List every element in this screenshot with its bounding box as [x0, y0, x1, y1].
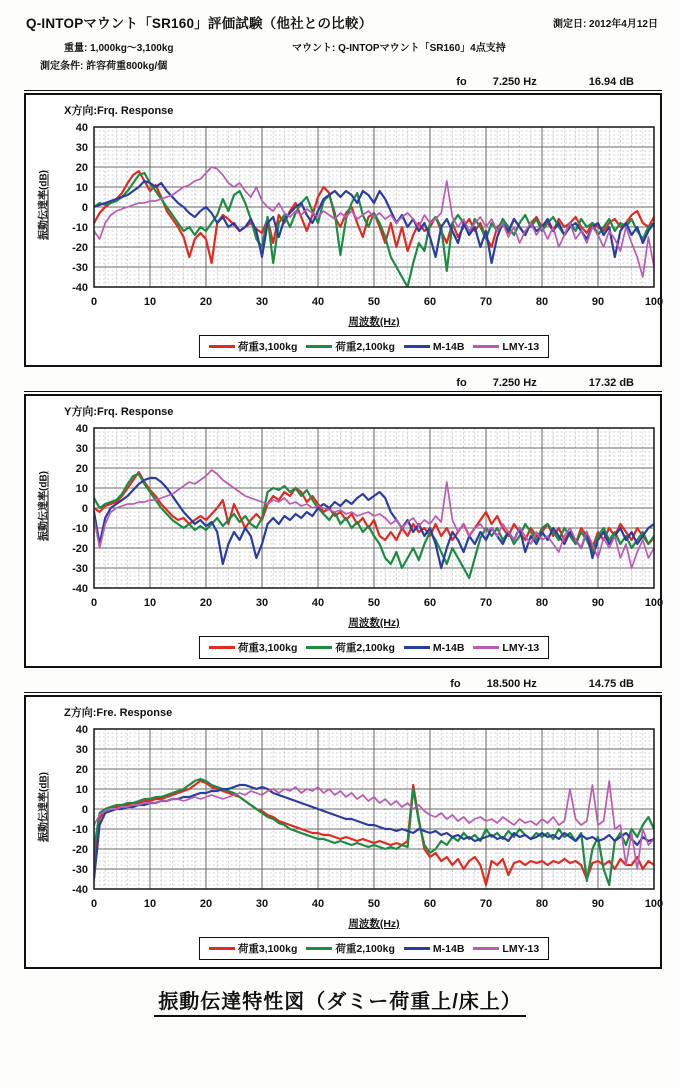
legend-item: LMY-13 — [473, 642, 539, 654]
svg-text:40: 40 — [75, 122, 88, 134]
report-header — [26, 12, 658, 72]
svg-text:40: 40 — [311, 597, 325, 609]
document-footer — [0, 985, 680, 1014]
svg-text:30: 30 — [255, 597, 269, 609]
svg-text:20: 20 — [75, 162, 88, 174]
legend — [199, 937, 549, 960]
legend-item: 荷重2,100kg — [306, 339, 395, 354]
svg-text:30: 30 — [75, 443, 88, 455]
legend — [199, 335, 549, 358]
svg-text:30: 30 — [75, 142, 88, 154]
svg-text:20: 20 — [199, 296, 213, 308]
svg-text:90: 90 — [591, 597, 605, 609]
svg-text:60: 60 — [423, 898, 437, 910]
x-axis-title: 周波数(Hz) — [348, 918, 400, 930]
chart-panel — [24, 93, 662, 367]
chart-group-z — [24, 678, 662, 969]
measurement-condition: 測定条件: 許容荷重800kg/個 — [40, 61, 168, 72]
svg-text:20: 20 — [199, 898, 213, 910]
series-swatch — [473, 947, 499, 950]
x-axis-title: 周波数(Hz) — [348, 617, 400, 629]
legend — [199, 636, 549, 659]
legend-item: M-14B — [404, 341, 465, 353]
series-swatch — [209, 646, 235, 649]
svg-text:10: 10 — [75, 483, 88, 495]
legend-item: LMY-13 — [473, 943, 539, 955]
fo-level-value: 17.32 dB — [588, 377, 634, 389]
svg-text:90: 90 — [591, 898, 605, 910]
fo-label: fo — [456, 377, 467, 389]
legend-item: M-14B — [404, 943, 465, 955]
chart-panel — [24, 394, 662, 668]
fo-frequency-value: 18.500 Hz — [486, 678, 537, 690]
chart-title: X方向:Frq. Response — [64, 105, 174, 117]
y-axis-title: 振動伝達率(dB) — [38, 772, 50, 842]
fo-header-row — [24, 377, 662, 392]
svg-text:-40: -40 — [72, 282, 88, 294]
svg-text:-30: -30 — [72, 864, 88, 876]
svg-text:-10: -10 — [72, 222, 88, 234]
footer-title: 振動伝達特性図（ダミー荷重上/床上） — [154, 991, 526, 1017]
svg-text:-20: -20 — [72, 844, 88, 856]
legend-item: M-14B — [404, 642, 465, 654]
svg-text:60: 60 — [423, 296, 437, 308]
series-swatch — [404, 947, 430, 950]
svg-text:40: 40 — [311, 898, 325, 910]
series-swatch — [209, 947, 235, 950]
svg-text:50: 50 — [367, 597, 381, 609]
svg-text:10: 10 — [75, 182, 88, 194]
page-title: Q-INTOPマウント「SR160」評価試験（他社との比較） — [26, 16, 373, 31]
legend-item: 荷重3,100kg — [209, 941, 298, 956]
svg-text:0: 0 — [90, 597, 98, 609]
x-axis-title: 周波数(Hz) — [348, 316, 400, 328]
chart-title: Y方向:Frq. Response — [64, 406, 174, 418]
series-swatch — [473, 345, 499, 348]
series-swatch — [306, 646, 332, 649]
series-swatch — [306, 947, 332, 950]
svg-text:90: 90 — [591, 296, 605, 308]
svg-text:20: 20 — [199, 597, 213, 609]
y-axis-title: 振動伝達率(dB) — [38, 170, 50, 240]
svg-text:-30: -30 — [72, 262, 88, 274]
frequency-response-plot-x — [54, 119, 664, 311]
legend-item: 荷重3,100kg — [209, 339, 298, 354]
measurement-date: 測定日: 2012年4月12日 — [552, 19, 658, 30]
fo-label: fo — [456, 76, 467, 88]
svg-text:40: 40 — [75, 423, 88, 435]
svg-text:0: 0 — [81, 202, 88, 214]
svg-text:-30: -30 — [72, 563, 88, 575]
svg-text:100: 100 — [644, 296, 664, 308]
mount-spec: マウント: Q-INTOPマウント「SR160」4点支持 — [292, 43, 506, 54]
svg-text:10: 10 — [143, 296, 157, 308]
chart-title: Z方向:Fre. Response — [64, 707, 173, 719]
legend-item: LMY-13 — [473, 341, 539, 353]
svg-text:50: 50 — [367, 898, 381, 910]
fo-frequency-value: 7.250 Hz — [492, 76, 537, 88]
fo-header-row — [24, 678, 662, 693]
legend-item: 荷重2,100kg — [306, 941, 395, 956]
legend-item: 荷重2,100kg — [306, 640, 395, 655]
legend-item: 荷重3,100kg — [209, 640, 298, 655]
svg-text:30: 30 — [255, 296, 269, 308]
svg-text:30: 30 — [255, 898, 269, 910]
frequency-response-plot-y — [54, 420, 664, 612]
chart-panel — [24, 695, 662, 969]
fo-level-value: 16.94 dB — [588, 76, 634, 88]
fo-header-row — [24, 76, 662, 91]
svg-text:100: 100 — [644, 597, 664, 609]
svg-text:100: 100 — [644, 898, 664, 910]
svg-text:70: 70 — [479, 296, 493, 308]
series-swatch — [404, 646, 430, 649]
svg-text:10: 10 — [75, 784, 88, 796]
series-swatch — [209, 345, 235, 348]
svg-text:-40: -40 — [72, 583, 88, 595]
svg-text:40: 40 — [75, 724, 88, 736]
svg-text:20: 20 — [75, 764, 88, 776]
y-axis-title: 振動伝達率(dB) — [38, 471, 50, 541]
fo-level-value: 14.75 dB — [588, 678, 634, 690]
svg-text:-10: -10 — [72, 824, 88, 836]
frequency-response-plot-z — [54, 721, 664, 913]
series-swatch — [306, 345, 332, 348]
svg-text:70: 70 — [479, 597, 493, 609]
svg-text:70: 70 — [479, 898, 493, 910]
svg-text:40: 40 — [311, 296, 325, 308]
svg-text:-10: -10 — [72, 523, 88, 535]
svg-text:-20: -20 — [72, 543, 88, 555]
chart-group-x — [24, 76, 662, 367]
fo-label: fo — [450, 678, 461, 690]
svg-text:0: 0 — [81, 503, 88, 515]
svg-text:-40: -40 — [72, 884, 88, 896]
chart-group-y — [24, 377, 662, 668]
svg-text:0: 0 — [90, 296, 98, 308]
svg-text:20: 20 — [75, 463, 88, 475]
weight-spec: 重量: 1,000kg～3,100kg — [64, 43, 174, 54]
series-swatch — [473, 646, 499, 649]
svg-text:0: 0 — [81, 804, 88, 816]
svg-text:10: 10 — [143, 597, 157, 609]
fo-frequency-value: 7.250 Hz — [492, 377, 537, 389]
svg-text:30: 30 — [75, 744, 88, 756]
svg-text:80: 80 — [535, 597, 549, 609]
svg-text:-20: -20 — [72, 242, 88, 254]
svg-text:10: 10 — [143, 898, 157, 910]
svg-text:80: 80 — [535, 296, 549, 308]
svg-text:50: 50 — [367, 296, 381, 308]
svg-text:0: 0 — [90, 898, 98, 910]
svg-text:60: 60 — [423, 597, 437, 609]
series-swatch — [404, 345, 430, 348]
svg-text:80: 80 — [535, 898, 549, 910]
